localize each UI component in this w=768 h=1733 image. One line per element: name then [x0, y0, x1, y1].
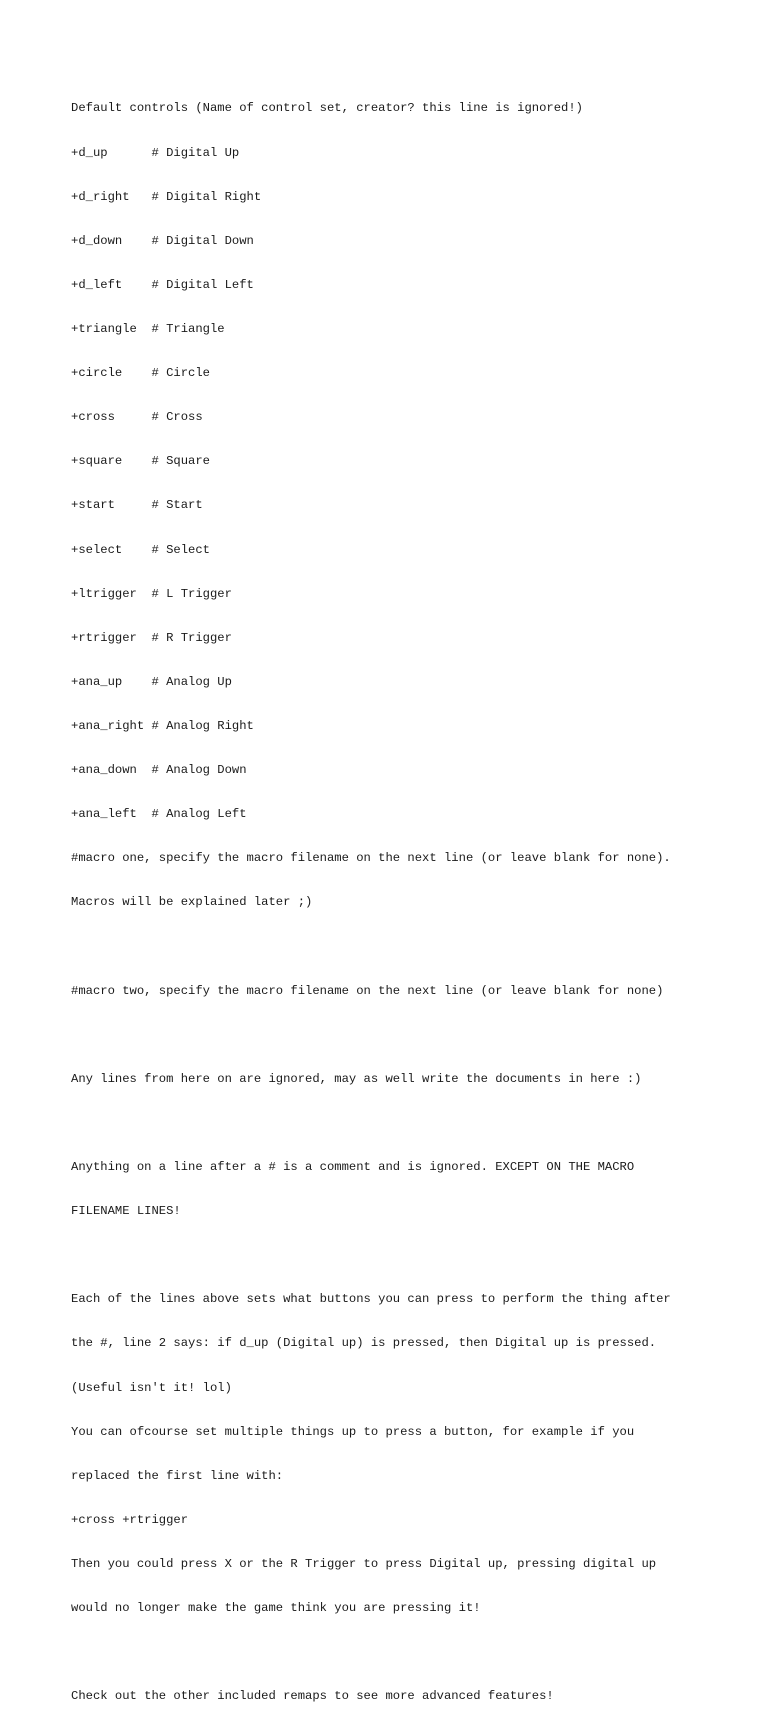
text-line: You can ofcourse set multiple things up to press a button, for example if you	[71, 1424, 635, 1439]
blank-line	[71, 1645, 671, 1660]
text-line: Anything on a line after a # is a comment and is ignored. EXCEPT ON THE MACRO	[71, 1159, 635, 1174]
text-line: Check out the other included remaps to see more advanced features!	[71, 1689, 554, 1704]
text-line: +cross # Cross	[71, 410, 203, 425]
text-line: +cross +rtrigger	[71, 1512, 189, 1527]
document-text	[71, 72, 671, 1733]
text-line: Default controls (Name of control set, creator? this line is ignored!)	[71, 101, 583, 116]
text-line: #macro two, specify the macro filename on the next line (or leave blank for none)	[71, 983, 664, 998]
text-line: (Useful isn't it! lol)	[71, 1380, 232, 1395]
blank-line	[71, 1116, 671, 1131]
text-line: +square # Square	[71, 454, 210, 469]
text-line: +rtrigger # R Trigger	[71, 630, 232, 645]
text-line: +triangle # Triangle	[71, 321, 225, 336]
text-line: +ana_left # Analog Left	[71, 807, 247, 822]
text-line: +start # Start	[71, 498, 203, 513]
text-line: Any lines from here on are ignored, may as well write the documents in here :)	[71, 1071, 642, 1086]
text-line: Macros will be explained later ;)	[71, 895, 313, 910]
text-line: +select # Select	[71, 542, 210, 557]
text-line: Each of the lines above sets what buttons you can press to perform the thing after	[71, 1292, 671, 1307]
text-line: +ana_up # Analog Up	[71, 674, 232, 689]
text-line: +d_right # Digital Right	[71, 189, 262, 204]
blank-line	[71, 1248, 671, 1263]
text-line: would no longer make the game think you are pressing it!	[71, 1601, 481, 1616]
text-line: +ana_down # Analog Down	[71, 763, 247, 778]
text-line: FILENAME LINES!	[71, 1204, 181, 1219]
text-line: +d_down # Digital Down	[71, 233, 254, 248]
text-line: +d_up # Digital Up	[71, 145, 240, 160]
text-line: +circle # Circle	[71, 366, 210, 381]
text-line: #macro one, specify the macro filename on the next line (or leave blank for none).	[71, 851, 671, 866]
text-line: Then you could press X or the R Trigger to press Digital up, pressing digital up	[71, 1556, 657, 1571]
text-line: replaced the first line with:	[71, 1468, 284, 1483]
blank-line	[71, 939, 671, 954]
text-line: +ltrigger # L Trigger	[71, 586, 232, 601]
text-line: the #, line 2 says: if d_up (Digital up) is pressed, then Digital up is pressed.	[71, 1336, 657, 1351]
text-line: +d_left # Digital Left	[71, 277, 254, 292]
blank-line	[71, 1028, 671, 1043]
text-line: +ana_right # Analog Right	[71, 718, 254, 733]
